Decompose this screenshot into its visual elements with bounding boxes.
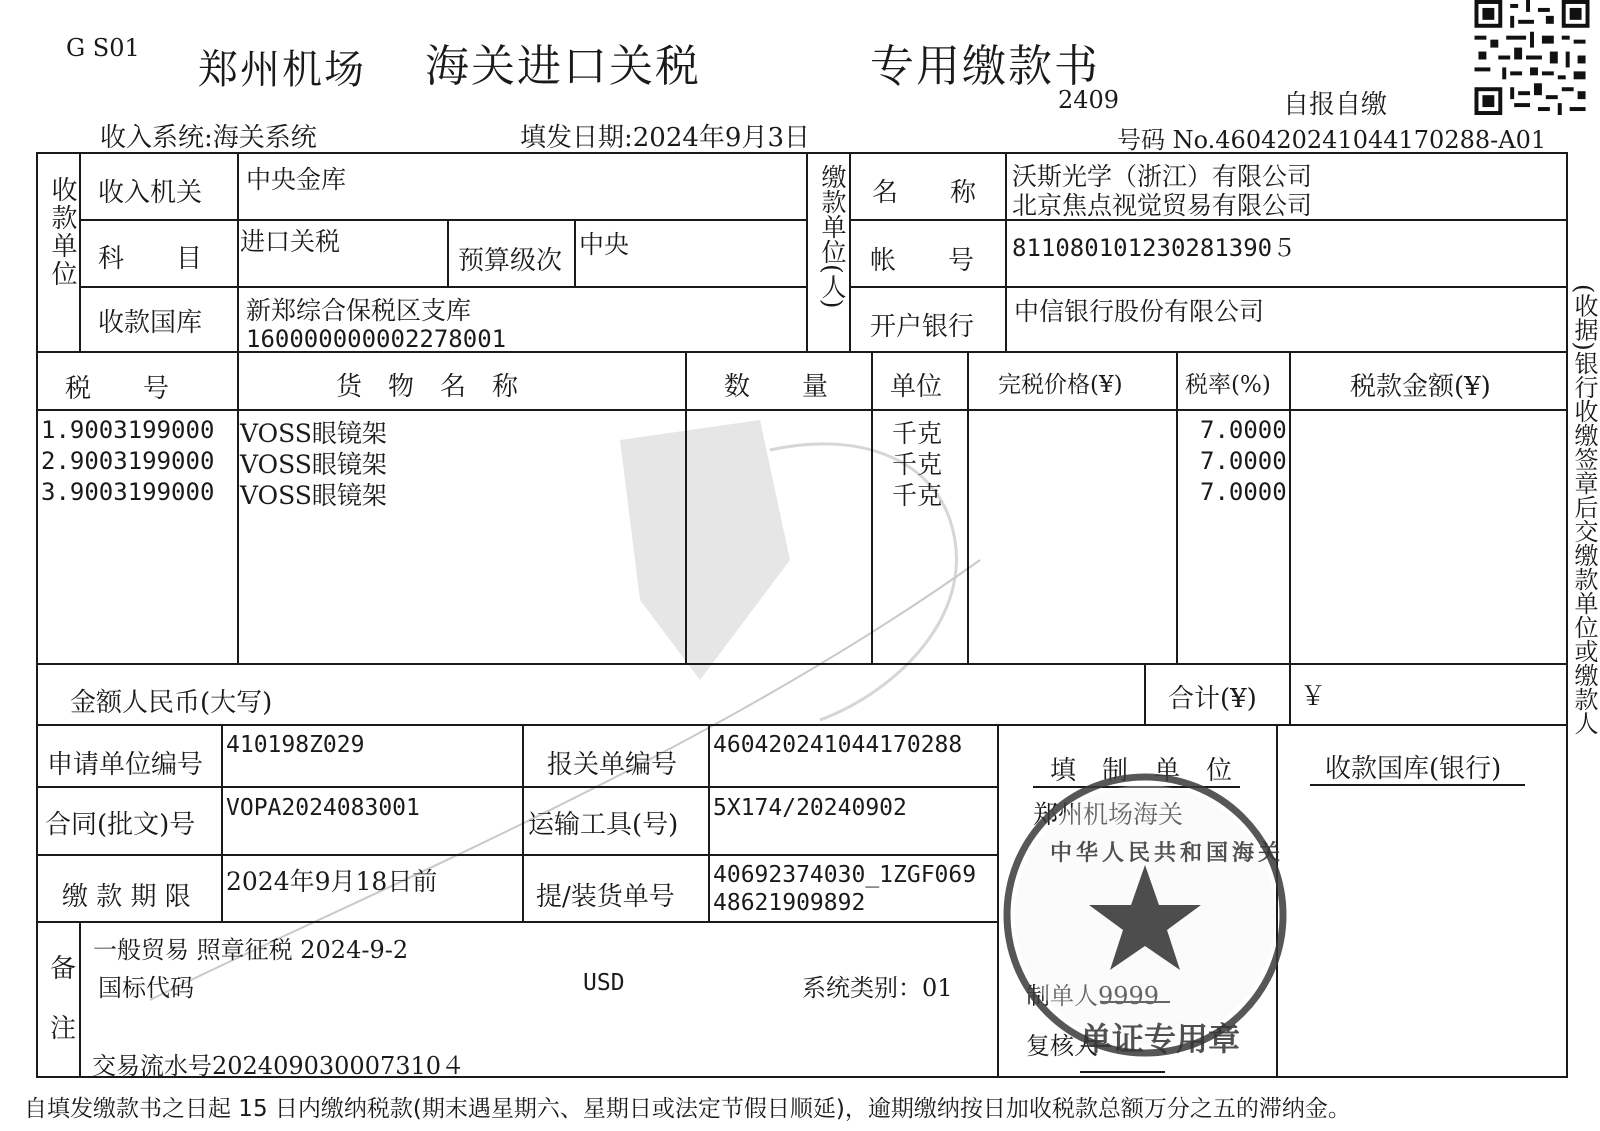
preparer: 制单人9999 [1026, 982, 1160, 1010]
bill-value-line1: 40692374030_1ZGF069 [713, 862, 977, 888]
treasury-name: 新郑综合保税区支库 [246, 296, 472, 325]
subject-label: 科 目 [98, 244, 203, 274]
side-note: (收据)银行收缴签章后交缴款单位或缴款人 [1570, 284, 1598, 735]
applicant-code-label: 申请单位编号 [47, 750, 204, 780]
remarks-line1: 一般贸易 照章征税 2024-9-2 [93, 936, 409, 964]
table-row-2-tax-no: 2.9003199000 [41, 447, 215, 475]
footer-note: 自填发缴款书之日起 15 日内缴纳税款(期末遇星期六、星期日或法定节假日顺延)，逾期缴纳按日加收税款总额万分之五的滞纳金。 [24, 1096, 1351, 1122]
declaration-no-label: 报关单编号 [547, 750, 678, 780]
table-row-2-name: VOSS眼镜架 [240, 450, 387, 479]
budget-level-value: 中央 [579, 230, 630, 259]
remarks-label-bottom: 注 [50, 1014, 77, 1044]
issue-date: 填发日期:2024年9月3日 [520, 123, 811, 153]
total-label: 合计(¥) [1168, 684, 1257, 714]
contract-label: 合同(批文)号 [45, 810, 196, 840]
col-header-tax-rate: 税率(%) [1185, 372, 1271, 398]
contract-value: VOPA2024083001 [226, 795, 420, 821]
stamp-ring-text: 中华人民共和国海关 [1050, 840, 1285, 866]
declaration-no-value: 460420241044170288 [713, 732, 963, 758]
applicant-code-value: 410198Z029 [226, 732, 365, 758]
transport-label: 运输工具(号) [528, 810, 679, 840]
remarks-system-type: 系统类别：01 [802, 974, 953, 1002]
bill-value-line2: 48621909892 [713, 890, 866, 916]
account-value: 811080101230281390５ [1012, 234, 1297, 262]
treasury-code: 160000000002278001 [246, 325, 507, 353]
table-row-3-rate: 7.0000 [1200, 478, 1287, 506]
payer-section-label: 缴款单位(人) [818, 164, 847, 309]
col-header-goods-name: 货 物 名 称 [336, 372, 519, 402]
deadline-label: 缴 款 期 限 [62, 882, 191, 912]
table-row-3-name: VOSS眼镜架 [240, 481, 387, 510]
income-system: 收入系统:海关系统 [100, 123, 317, 153]
total-value: ￥ [1300, 682, 1327, 712]
remarks-currency: USD [583, 970, 625, 996]
page-subtitle: 专用缴款书 [870, 41, 1100, 92]
filler-unit-value: 郑州机场海关 [1033, 800, 1184, 829]
bank-label: 开户银行 [870, 312, 975, 342]
office-title: 郑州机场 [198, 47, 366, 93]
payee-section-label: 收款单位 [47, 176, 77, 288]
bill-label: 提/装货单号 [536, 882, 675, 912]
remarks-line2: 国标代码 [98, 974, 194, 1002]
account-label: 帐 号 [870, 246, 975, 276]
stamp-bottom-text: 单证专用章 [1080, 1020, 1241, 1058]
col-header-unit: 单位 [890, 372, 943, 402]
treasury-label: 收款国库 [98, 308, 203, 338]
table-row-2-rate: 7.0000 [1200, 447, 1287, 475]
transport-value: 5X174/20240902 [713, 795, 907, 821]
col-header-tax-amount: 税款金额(¥) [1350, 372, 1491, 402]
subject-value: 进口关税 [240, 227, 341, 256]
table-row-1-tax-no: 1.9003199000 [41, 416, 215, 444]
bank-value: 中信银行股份有限公司 [1014, 297, 1265, 326]
table-row-3-tax-no: 3.9003199000 [41, 478, 215, 506]
self-pay-label: 自报自缴 [1283, 90, 1388, 120]
budget-level-label: 预算级次 [458, 246, 563, 276]
filler-unit-label: 填 制 单 位 [1050, 756, 1233, 786]
receiving-office-value: 中央金库 [246, 165, 347, 194]
page-title: 海关进口关税 [425, 41, 701, 92]
deadline-value: 2024年9月18日前 [226, 867, 438, 896]
form-code: G S01 [66, 34, 140, 62]
col-header-tax-no: 税 号 [65, 374, 170, 404]
table-row-1-rate: 7.0000 [1200, 416, 1287, 444]
remarks-serial: 交易流水号202409030007310４ [92, 1052, 466, 1080]
table-row-1-unit: 千克 [892, 419, 943, 448]
amount-words-label: 金额人民币(大写) [70, 688, 273, 718]
payer-name-label: 名 称 [872, 178, 977, 208]
table-row-3-unit: 千克 [892, 481, 943, 510]
col-header-quantity: 数 量 [724, 372, 829, 402]
payer-name-line2: 北京焦点视觉贸易有限公司 [1012, 191, 1313, 220]
table-row-1-name: VOSS眼镜架 [240, 419, 387, 448]
document-number: 号码 No.460420241044170288-A01 [1117, 126, 1547, 154]
treasury-bank-label: 收款国库(银行) [1325, 754, 1502, 784]
remarks-label-top: 备 [50, 954, 77, 984]
table-row-2-unit: 千克 [892, 450, 943, 479]
payer-name-line1: 沃斯光学（浙江）有限公司 [1012, 162, 1313, 191]
receiving-office-label: 收入机关 [98, 178, 203, 208]
reviewer: 复核人 [1026, 1032, 1098, 1060]
col-header-dutiable-price: 完税价格(¥) [998, 372, 1123, 398]
serial-small: 2409 [1058, 86, 1120, 114]
